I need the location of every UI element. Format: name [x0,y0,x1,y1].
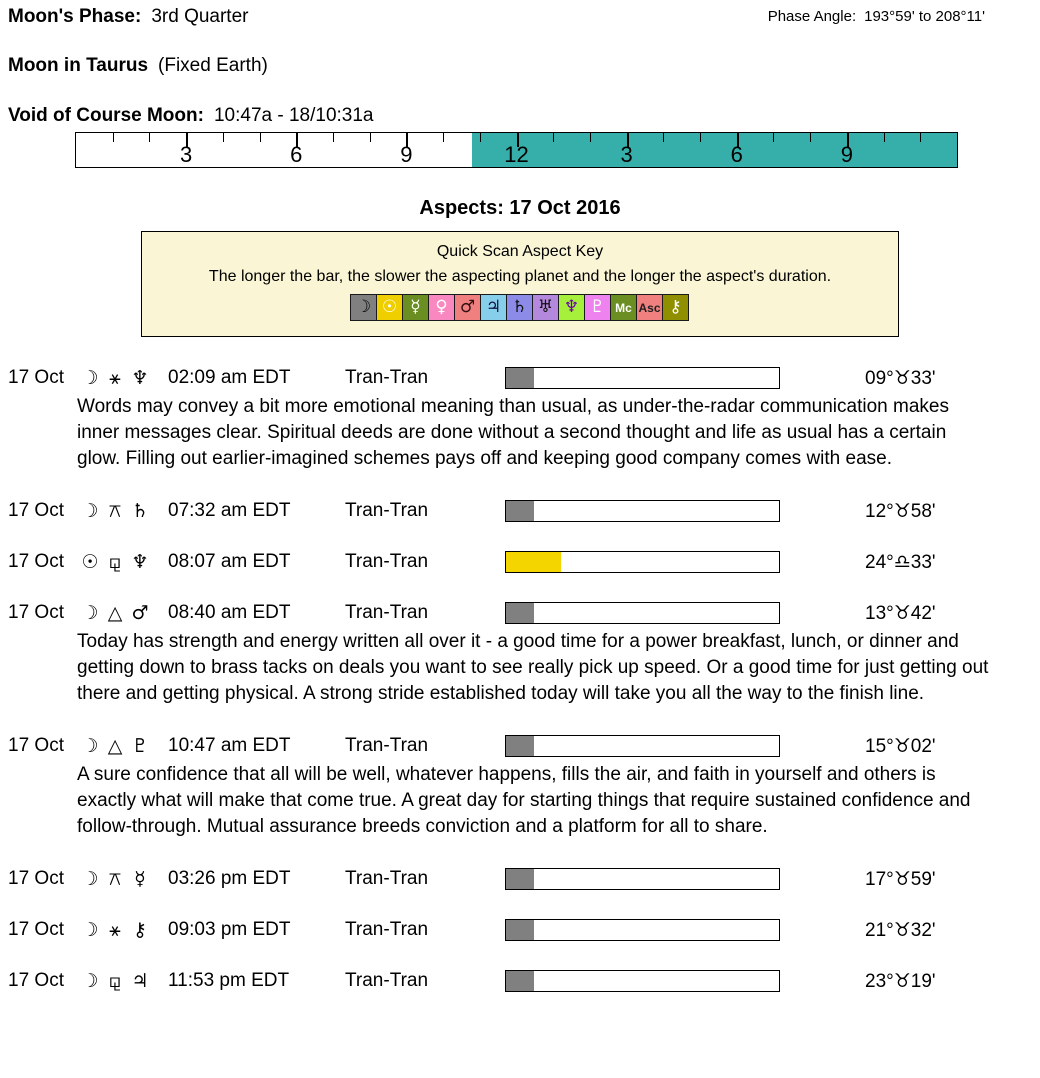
key-mercury-icon: ☿ [402,294,429,321]
aspect-type: Tran-Tran [345,367,429,388]
sextile-icon: ⚹ [109,366,121,389]
aspect-type: Tran-Tran [345,868,429,889]
key-mc-icon: Mc [610,294,637,321]
duration-bar [505,735,780,757]
aspect-type: Tran-Tran [345,551,429,572]
aspect-block [0,550,1040,574]
moon-icon: ☽ [81,969,99,992]
aspect-block [0,601,1040,707]
duration-bar-fill [506,368,534,388]
aspect-glyphs [80,366,168,389]
mercury-icon: ☿ [134,867,146,890]
key-jupiter-icon: ♃ [480,294,507,321]
saturn-icon: ♄ [131,499,149,522]
duration-bar-fill [506,501,534,521]
hour-tick [810,133,811,142]
moon-icon: ☽ [81,918,99,941]
key-mars-icon: ♂ [454,294,481,321]
aspect-row [0,366,1040,390]
aspect-description: Words may convey a bit more emotional meaning than usual, as under-the-radar communication makes inner messages clear. Spiritual deeds are done without a second thought and life as usual has a certain glow. Filling out earlier-imagined schemes pays off and keeping good company comes with ease. [77,396,949,469]
duration-bar [505,367,780,389]
key-neptune-icon: ♆ [558,294,585,321]
hour-tick [920,133,921,142]
aspect-glyphs [80,734,168,757]
key-sun-icon: ☉ [376,294,403,321]
hour-tick [884,133,885,142]
hour-tick [553,133,554,142]
aspect-glyphs [80,601,168,624]
key-asc-icon: Asc [636,294,663,321]
aspect-type: Tran-Tran [345,970,429,991]
duration-bar-fill [506,736,534,756]
aspect-degree: 09°♉33' [865,367,936,389]
aspect-type: Tran-Tran [345,919,429,940]
aspect-time: 10:47 am EDT [168,735,291,756]
duration-bar-fill [506,603,534,623]
hour-ruler [75,132,958,168]
trine-icon: △ [107,734,123,757]
sesquiquadrate-icon: ⚼ [108,969,122,992]
duration-bar-fill [506,920,534,940]
hour-label: 9 [400,142,413,167]
key-venus-icon: ♀ [428,294,455,321]
aspect-time: 07:32 am EDT [168,500,291,521]
key-chiron-icon: ⚷ [662,294,689,321]
aspect-time: 08:40 am EDT [168,602,291,623]
hour-tick [333,133,334,142]
aspect-glyphs [80,918,168,941]
aspect-block [0,734,1040,840]
key-saturn-icon: ♄ [506,294,533,321]
duration-bar-fill [506,869,534,889]
aspect-type: Tran-Tran [345,500,429,521]
phase-angle [768,6,985,25]
quincunx-icon: ⚻ [108,867,122,890]
aspect-row [0,734,1040,758]
void-of-course-line [0,77,1040,127]
aspects-title: Aspects: 17 Oct 2016 [419,197,621,219]
aspect-row [0,499,1040,523]
aspect-date: 17 Oct [8,602,64,623]
aspect-date: 17 Oct [8,735,64,756]
duration-bar [505,970,780,992]
hour-tick [663,133,664,142]
aspect-glyphs [80,499,168,522]
neptune-icon: ♆ [131,366,149,389]
aspect-degree: 13°♉42' [865,602,936,624]
moon-icon: ☽ [81,366,99,389]
hour-label: 12 [504,142,529,167]
moon-phase [8,6,248,28]
key-pluto-icon: ♇ [584,294,611,321]
hour-tick [700,133,701,142]
moon-icon: ☽ [81,499,99,522]
aspect-block [0,867,1040,891]
moon-phase-label: Moon's Phase: [8,6,142,27]
aspect-time: 11:53 pm EDT [168,970,290,991]
hour-label: 3 [180,142,193,167]
moon-phase-line [0,0,1040,28]
aspect-row [0,867,1040,891]
phase-angle-label: Phase Angle: [767,8,857,25]
moon-icon: ☽ [81,734,99,757]
jupiter-icon: ♃ [131,969,149,992]
moon-sign-note: (Fixed Earth) [158,55,268,76]
aspect-key-subtitle: The longer the bar, the slower the aspecting planet and the longer the aspect's duration. [208,268,832,285]
duration-bar [505,868,780,890]
aspect-key-title: Quick Scan Aspect Key [436,243,604,260]
hour-tick [443,133,444,142]
aspect-block [0,918,1040,942]
aspect-row [0,550,1040,574]
hour-label: 9 [840,142,853,167]
aspect-row [0,601,1040,625]
trine-icon: △ [107,601,123,624]
aspect-date: 17 Oct [8,919,64,940]
hour-label: 6 [730,142,743,167]
aspect-description: A sure confidence that all will be well, whatever happens, fills the air, and faith in yourself and others is exactly what will make that come true. A great day for starting things that require sustained confidence and follow-through. Mutual assurance breeds conviction and a platform for all to share. [77,764,971,837]
aspect-degree: 21°♉32' [865,919,936,941]
aspect-type: Tran-Tran [345,602,429,623]
duration-bar [505,602,780,624]
aspect-degree: 24°♎33' [865,551,936,573]
aspect-time: 03:26 pm EDT [168,868,291,889]
aspect-degree: 17°♉59' [865,868,936,890]
mars-icon: ♂ [131,601,149,624]
aspect-degree: 12°♉58' [865,500,936,522]
duration-bar-fill [506,552,561,572]
moon-sign: Moon in Taurus [8,55,149,76]
aspect-block [0,969,1040,993]
void-label: Void of Course Moon: [8,105,204,126]
aspect-type: Tran-Tran [345,735,429,756]
hour-tick [480,133,481,142]
aspect-time: 08:07 am EDT [168,551,291,572]
phase-angle-value: 193°59' to 208°11' [864,8,985,25]
aspect-row [0,918,1040,942]
pluto-icon: ♇ [131,734,149,757]
hour-tick [223,133,224,142]
hour-tick [370,133,371,142]
chiron-icon: ⚷ [133,918,147,941]
aspect-date: 17 Oct [8,551,64,572]
aspect-glyphs [80,867,168,890]
aspect-time: 09:03 pm EDT [168,919,291,940]
hour-tick [590,133,591,142]
aspect-date: 17 Oct [8,868,64,889]
hour-label: 3 [620,142,633,167]
aspect-degree: 23°♉19' [865,970,936,992]
aspect-row [0,969,1040,993]
sesquiquadrate-icon: ⚼ [108,550,122,573]
hour-tick [773,133,774,142]
aspect-glyphs [80,969,168,992]
quincunx-icon: ⚻ [108,499,122,522]
sextile-icon: ⚹ [109,918,121,941]
aspect-date: 17 Oct [8,970,64,991]
hour-tick [149,133,150,142]
moon-icon: ☽ [81,601,99,624]
aspect-block [0,366,1040,472]
aspect-time: 02:09 am EDT [168,367,291,388]
duration-bar [505,500,780,522]
moon-icon: ☽ [81,867,99,890]
aspect-date: 17 Oct [8,500,64,521]
void-value: 10:47a - 18/10:31a [213,105,374,126]
aspect-key-cells [351,294,689,321]
key-moon-icon: ☽ [350,294,377,321]
aspect-list [0,366,1040,993]
hour-label: 6 [290,142,303,167]
sun-icon: ☉ [81,550,99,573]
aspect-key-box [141,231,899,337]
duration-bar [505,919,780,941]
aspect-block [0,499,1040,523]
aspect-date: 17 Oct [8,367,64,388]
neptune-icon: ♆ [131,550,149,573]
duration-bar-fill [506,971,534,991]
aspect-glyphs [80,550,168,573]
key-uranus-icon: ♅ [532,294,559,321]
moon-sign-line [0,28,1040,77]
moon-phase-value: 3rd Quarter [151,6,249,27]
duration-bar [505,551,780,573]
aspect-description: Today has strength and energy written all over it - a good time for a power breakfast, lunch, or dinner and getting down to brass tacks on deals you want to see really pick up speed. Or a good time for just getting out there and getting physical. A strong stride established today will take you all the way to the finish line. [77,631,989,704]
hour-tick [113,133,114,142]
hour-tick [260,133,261,142]
aspect-degree: 15°♉02' [865,735,936,757]
